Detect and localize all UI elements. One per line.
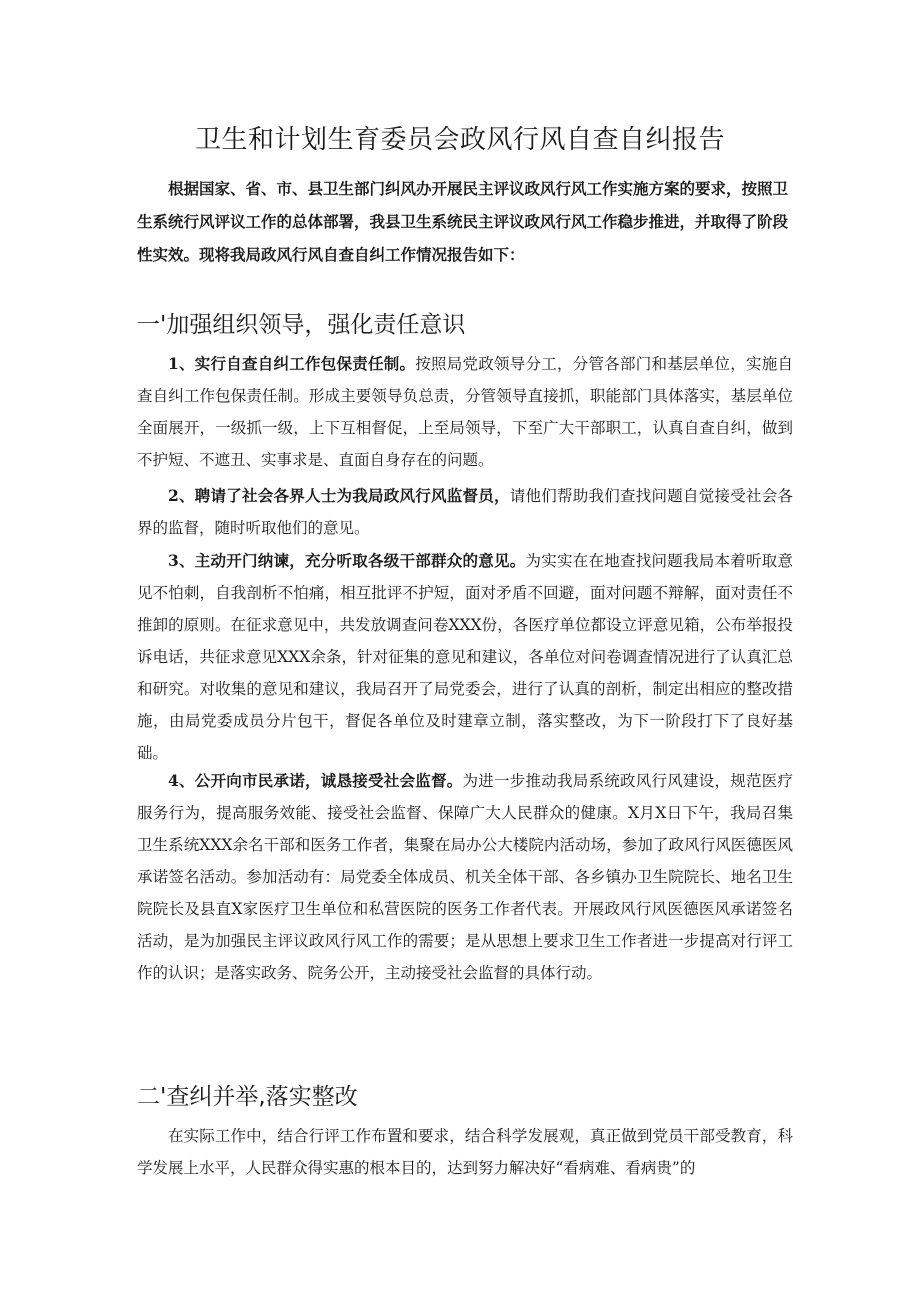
- item-body: 按照局党政领导分工，分管各部门和基层单位，实施自查自纠工作包保责任制。形成主要领导负总责，分管领导直接抓，职能部门具体落实，基层单位全面展开，一级抓一级，上下互相督促，上至局领导，下至广大干部职工，认真自查自纠，做到不护短、不遮丑、实事求是、直面自身存在的问题。: [137, 355, 793, 469]
- item-body: 为进一步推动我局系统政风行风建设，规范医疗服务行为，提高服务效能、接受社会监督、保障广大人民群众的健康。X月X日下午，我局召集卫生系统XXX余名干部和医务工作者，集聚在局办公大楼院内活动场，参加了政风行风医德医风承诺签名活动。参加活动有：局党委全体成员、机关全体干部、各乡镇办卫生院院长、地名卫生院院长及县直X家医疗卫生单位和私营医院的医务工作者代表。开展政风行风医德医风承诺签名活动，是为加强民主评议政风行风工作的需要；是从思想上要求卫生工作者进一步提高对行评工作的认识；是落实政务、院务公开，主动接受社会监督的具体行动。: [137, 772, 793, 982]
- section2-heading: 二'查纠并举,落实整改: [137, 1084, 358, 1110]
- item-body: 请他们帮助我们查找问题自觉接受社会各界的监督，随时听取他们的意见。: [137, 487, 793, 537]
- page-title: 卫生和计划生育委员会政风行风自查自纠报告: [194, 125, 725, 155]
- section2-paragraph: 在实际工作中，结合行评工作布置和要求，结合科学发展观，真正做到党员干部受教育，科学发展上水平，人民群众得实惠的根本目的，达到努力解决好“看病难、看病贵”的: [137, 1127, 793, 1177]
- section1-item-1: [137, 348, 793, 476]
- item-body: 为实实在在地查找问题我局本着听取意见不怕刺，自我剖析不怕痛，相互批评不护短，面对矛盾不回避，面对问题不辩解，面对责任不推卸的原则。在征求意见中，共发放调查问卷XXX份，各医疗单位都设立评意见箱，公布举报投诉电话，共征求意见XXX余条，针对征集的意见和建议，各单位对问卷调查情况进行了认真汇总和研究。对收集的意见和建议，我局召开了局党委会，进行了认真的剖析，制定出相应的整改措施，由局党委成员分片包干，督促各单位及时建章立制，落实整改，为下一阶段打下了良好基础。: [137, 552, 793, 762]
- item-lead: 2、聘请了社会各界人士为我局政风行风监督员，: [168, 486, 510, 505]
- section1-item-4: [137, 765, 793, 989]
- item-lead: 1、实行自查自纠工作包保责任制。: [168, 354, 416, 373]
- item-lead: 3、主动开门纳谏，充分听取各级干部群众的意见。: [168, 551, 526, 570]
- section1-item-3: [137, 545, 793, 769]
- section1-item-2: [137, 480, 793, 544]
- section1-heading: 一'加强组织领导，强化责任意识: [137, 312, 466, 338]
- intro-paragraph: 根据国家、省、市、县卫生部门纠风办开展民主评议政风行风工作实施方案的要求，按照卫生系统行风评议工作的总体部署，我县卫生系统民主评议政风行风工作稳步推进，并取得了阶段性实效。现将我局政风行风自查自纠工作情况报告如下：: [137, 179, 789, 264]
- item-lead: 4、公开向市民承诺，诚恳接受社会监督。: [168, 771, 463, 790]
